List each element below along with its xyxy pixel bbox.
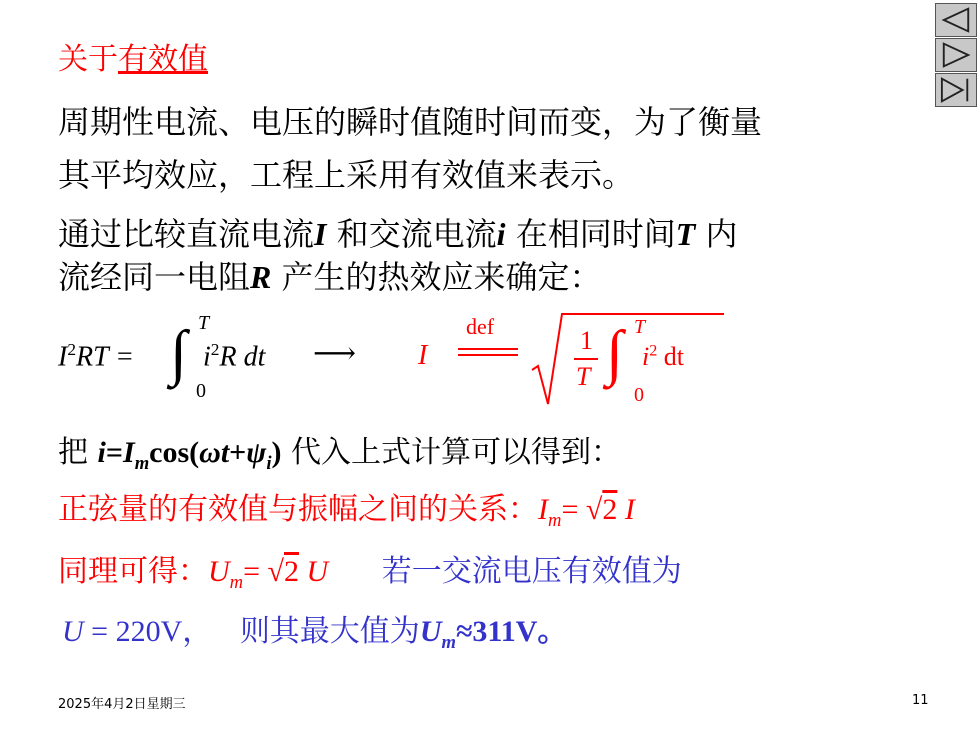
p2-text-d: 内	[705, 215, 738, 253]
similar-sqrt-value: 2	[284, 555, 299, 588]
slide-title	[58, 34, 208, 78]
p2-text-a: 通过比较直流电流	[58, 215, 315, 253]
substitute-suffix: 代入上式计算可以得到：	[291, 435, 622, 470]
expr-close: )	[271, 436, 282, 469]
page-number: 11	[912, 693, 929, 708]
substitute-prefix: 把	[58, 435, 98, 470]
symbol-I: I	[314, 216, 327, 252]
integral-upper-2: T	[634, 316, 646, 338]
relation-I-rms: I	[624, 493, 635, 526]
expr-psi-sub: i	[266, 453, 272, 474]
rms-formula	[58, 312, 738, 412]
fraction-numerator: 1	[580, 326, 593, 355]
integrand-sup: 2	[210, 340, 220, 359]
p2-text-e: 流经同一电阻	[58, 258, 251, 296]
integrand2-sup: 2	[649, 342, 658, 360]
similar-eq: =	[243, 555, 268, 588]
expr-omega: ωt	[199, 436, 230, 469]
symbol-i: i	[496, 216, 506, 252]
formula-integrand-1	[203, 340, 265, 373]
p2-text-b: 和交流电流	[336, 215, 497, 253]
fraction-denominator: T	[576, 362, 591, 391]
integrand-i: i	[203, 341, 211, 373]
next-slide-button[interactable]	[935, 38, 977, 72]
voltage-max	[419, 615, 568, 653]
formula-I: I	[58, 341, 68, 373]
last-approx: ≈311V。	[455, 615, 568, 648]
last-Um: U	[419, 615, 442, 648]
expr-i: i	[97, 436, 106, 469]
expr-Im: I	[123, 436, 135, 469]
def-line-1	[458, 348, 518, 350]
expr-m: m	[134, 453, 150, 474]
relation-eq: =	[561, 493, 586, 526]
similar-sqrt: √2	[267, 555, 299, 588]
formula-def: def	[466, 314, 495, 339]
integrand2-dt: dt	[663, 342, 685, 371]
formula-integrand-2	[642, 342, 684, 372]
paragraph-1-line-2: 其平均效应，工程上采用有效值来表示。	[58, 156, 635, 194]
relation-sqrt: √2	[585, 493, 618, 526]
similar-text: 同理可得：	[58, 554, 208, 589]
p2-text-f: 产生的热效应来确定：	[281, 258, 602, 296]
relation-line	[58, 484, 635, 532]
last-text: 则其最大值为	[239, 614, 420, 649]
integral-sign-2: ∫	[606, 319, 623, 387]
integral-upper-1: T	[198, 312, 210, 334]
integral-sign-1: ∫	[170, 319, 187, 387]
similar-U-rms: U	[306, 555, 329, 588]
formula-lhs	[58, 340, 134, 373]
integrand-rest: R dt	[219, 341, 266, 373]
symbol-R: R	[250, 259, 272, 295]
last-U: U	[62, 615, 84, 648]
title-prefix: 关于	[58, 42, 118, 77]
symbol-T: T	[675, 216, 696, 252]
integral-lower-1: 0	[196, 380, 206, 402]
formula-rt: RT =	[76, 341, 135, 373]
max-value-line	[62, 606, 567, 654]
triangle-right-bar-icon	[936, 74, 976, 106]
title-underlined: 有效值	[118, 42, 208, 77]
voltage-rms	[62, 615, 212, 648]
expr-eq: =	[105, 436, 123, 469]
similar-line	[58, 546, 682, 594]
footer-date: 2025年4月2日星期三	[58, 697, 186, 712]
relation-I: I	[538, 493, 548, 526]
similar-U: U	[208, 555, 230, 588]
similar-formula	[208, 555, 329, 593]
triangle-right-icon	[936, 39, 976, 71]
formula-sup: 2	[67, 340, 77, 359]
expr-psi: ψ	[246, 436, 267, 469]
integral-lower-2: 0	[634, 384, 644, 406]
relation-m: m	[548, 510, 562, 531]
expr-cos: cos(	[149, 436, 200, 469]
paragraph-2-line-1	[58, 209, 737, 255]
p2-text-c: 在相同时间	[515, 215, 676, 253]
integrand2-i: i	[642, 342, 650, 371]
expr-plus: +	[229, 436, 247, 469]
sqrt-symbol	[528, 312, 728, 412]
def-line-2	[458, 354, 518, 356]
formula-rhs-I: I	[418, 340, 428, 371]
right-arrow-icon: ⟶	[313, 337, 357, 370]
prev-slide-button[interactable]	[935, 3, 977, 37]
last-m: m	[441, 632, 456, 653]
paragraph-2-line-2	[58, 252, 602, 298]
similar-m: m	[229, 572, 244, 593]
similar-blue-text: 若一交流电压有效值为	[381, 554, 682, 589]
triangle-left-icon	[936, 4, 976, 36]
paragraph-1-line-1: 周期性电流、电压的瞬时值随时间而变，为了衡量	[58, 103, 763, 141]
relation-sqrt-value: 2	[602, 493, 618, 526]
substitute-expression	[97, 436, 282, 474]
last-slide-button[interactable]	[935, 73, 977, 107]
fraction-bar	[574, 358, 598, 360]
relation-formula	[538, 493, 635, 531]
substitute-line	[58, 427, 621, 475]
last-eq: = 220V，	[83, 615, 213, 648]
relation-text: 正弦量的有效值与振幅之间的关系：	[58, 492, 538, 527]
